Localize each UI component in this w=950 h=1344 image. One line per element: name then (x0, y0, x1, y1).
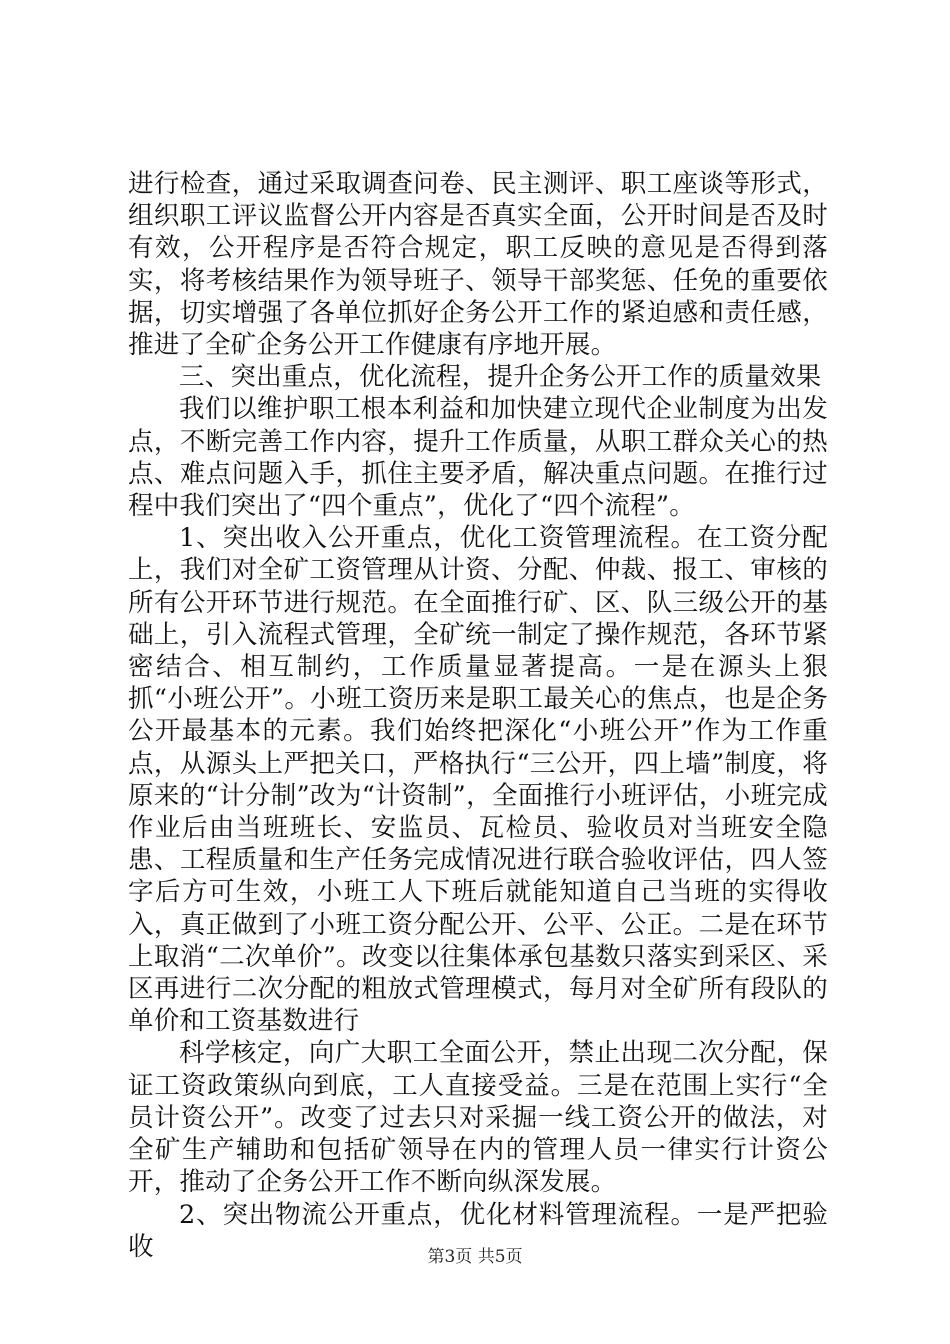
document-body (128, 168, 828, 1263)
paragraph-5: 2、突出物流公开重点，优化材料管理流程。一是严把验收 (128, 1199, 828, 1262)
section-heading-3: 三、突出重点，优化流程，提升企务公开工作的质量效果 (179, 362, 822, 393)
paragraph-4: 科学核定，向广大职工全面公开，禁止出现二次分配，保证工资政策纵向到底，工人直接受益。三是在范围上实行“全员计资公开”。改变了过去只对采掘一线工资公开的做法，对全矿生产辅助和包括矿领导在内的管理人员一律实行计资公开，推动了企务公开工作不断向纵深发展。 (128, 1038, 828, 1198)
paragraph-3: 1、突出收入公开重点，优化工资管理流程。在工资分配上，我们对全矿工资管理从计资、分配、仲裁、报工、审核的所有公开环节进行规范。在全面推行矿、区、队三级公开的基础上，引入流程式管理，全矿统一制定了操作规范，各环节紧密结合、相互制约，工作质量显著提高。一是在源头上狠抓“小班公开”。小班工资历来是职工最关心的焦点，也是企务公开最基本的元素。我们始终把深化“小班公开”作为工作重点，从源头上严把关口，严格执行“三公开，四上墙”制度，将原来的“计分制”改为“计资制”，全面推行小班评估，小班完成作业后由当班班长、安监员、瓦检员、验收员对当班安全隐患、工程质量和生产任务完成情况进行联合验收评估，四人签字后方可生效，小班工人下班后就能知道自己当班的实得收入，真正做到了小班工资分配公开、公平、公正。二是在环节上取消“二次单价”。改变以往集体承包基数只落实到采区、采区再进行二次分配的粗放式管理模式，每月对全矿所有段队的单价和工资基数进行 (128, 523, 828, 1037)
paragraph-2: 我们以维护职工根本利益和加快建立现代企业制度为出发点，不断完善工作内容，提升工作质量，从职工群众关心的热点、难点问题入手，抓住主要矛盾，解决重点问题。在推行过程中我们突出了“四个重点”，优化了“四个流程”。 (128, 394, 828, 522)
paragraph-1: 进行检查，通过采取调查问卷、民主测评、职工座谈等形式，组织职工评议监督公开内容是否真实全面，公开时间是否及时有效，公开程序是否符合规定，职工反映的意见是否得到落实，将考核结果作为领导班子、领导干部奖惩、任免的重要依据，切实增强了各单位抓好企务公开工作的紧迫感和责任感，推进了全矿企务公开工作健康有序地开展。 (128, 169, 828, 361)
page-number-footer: 第3页 共5页 (427, 1247, 523, 1267)
